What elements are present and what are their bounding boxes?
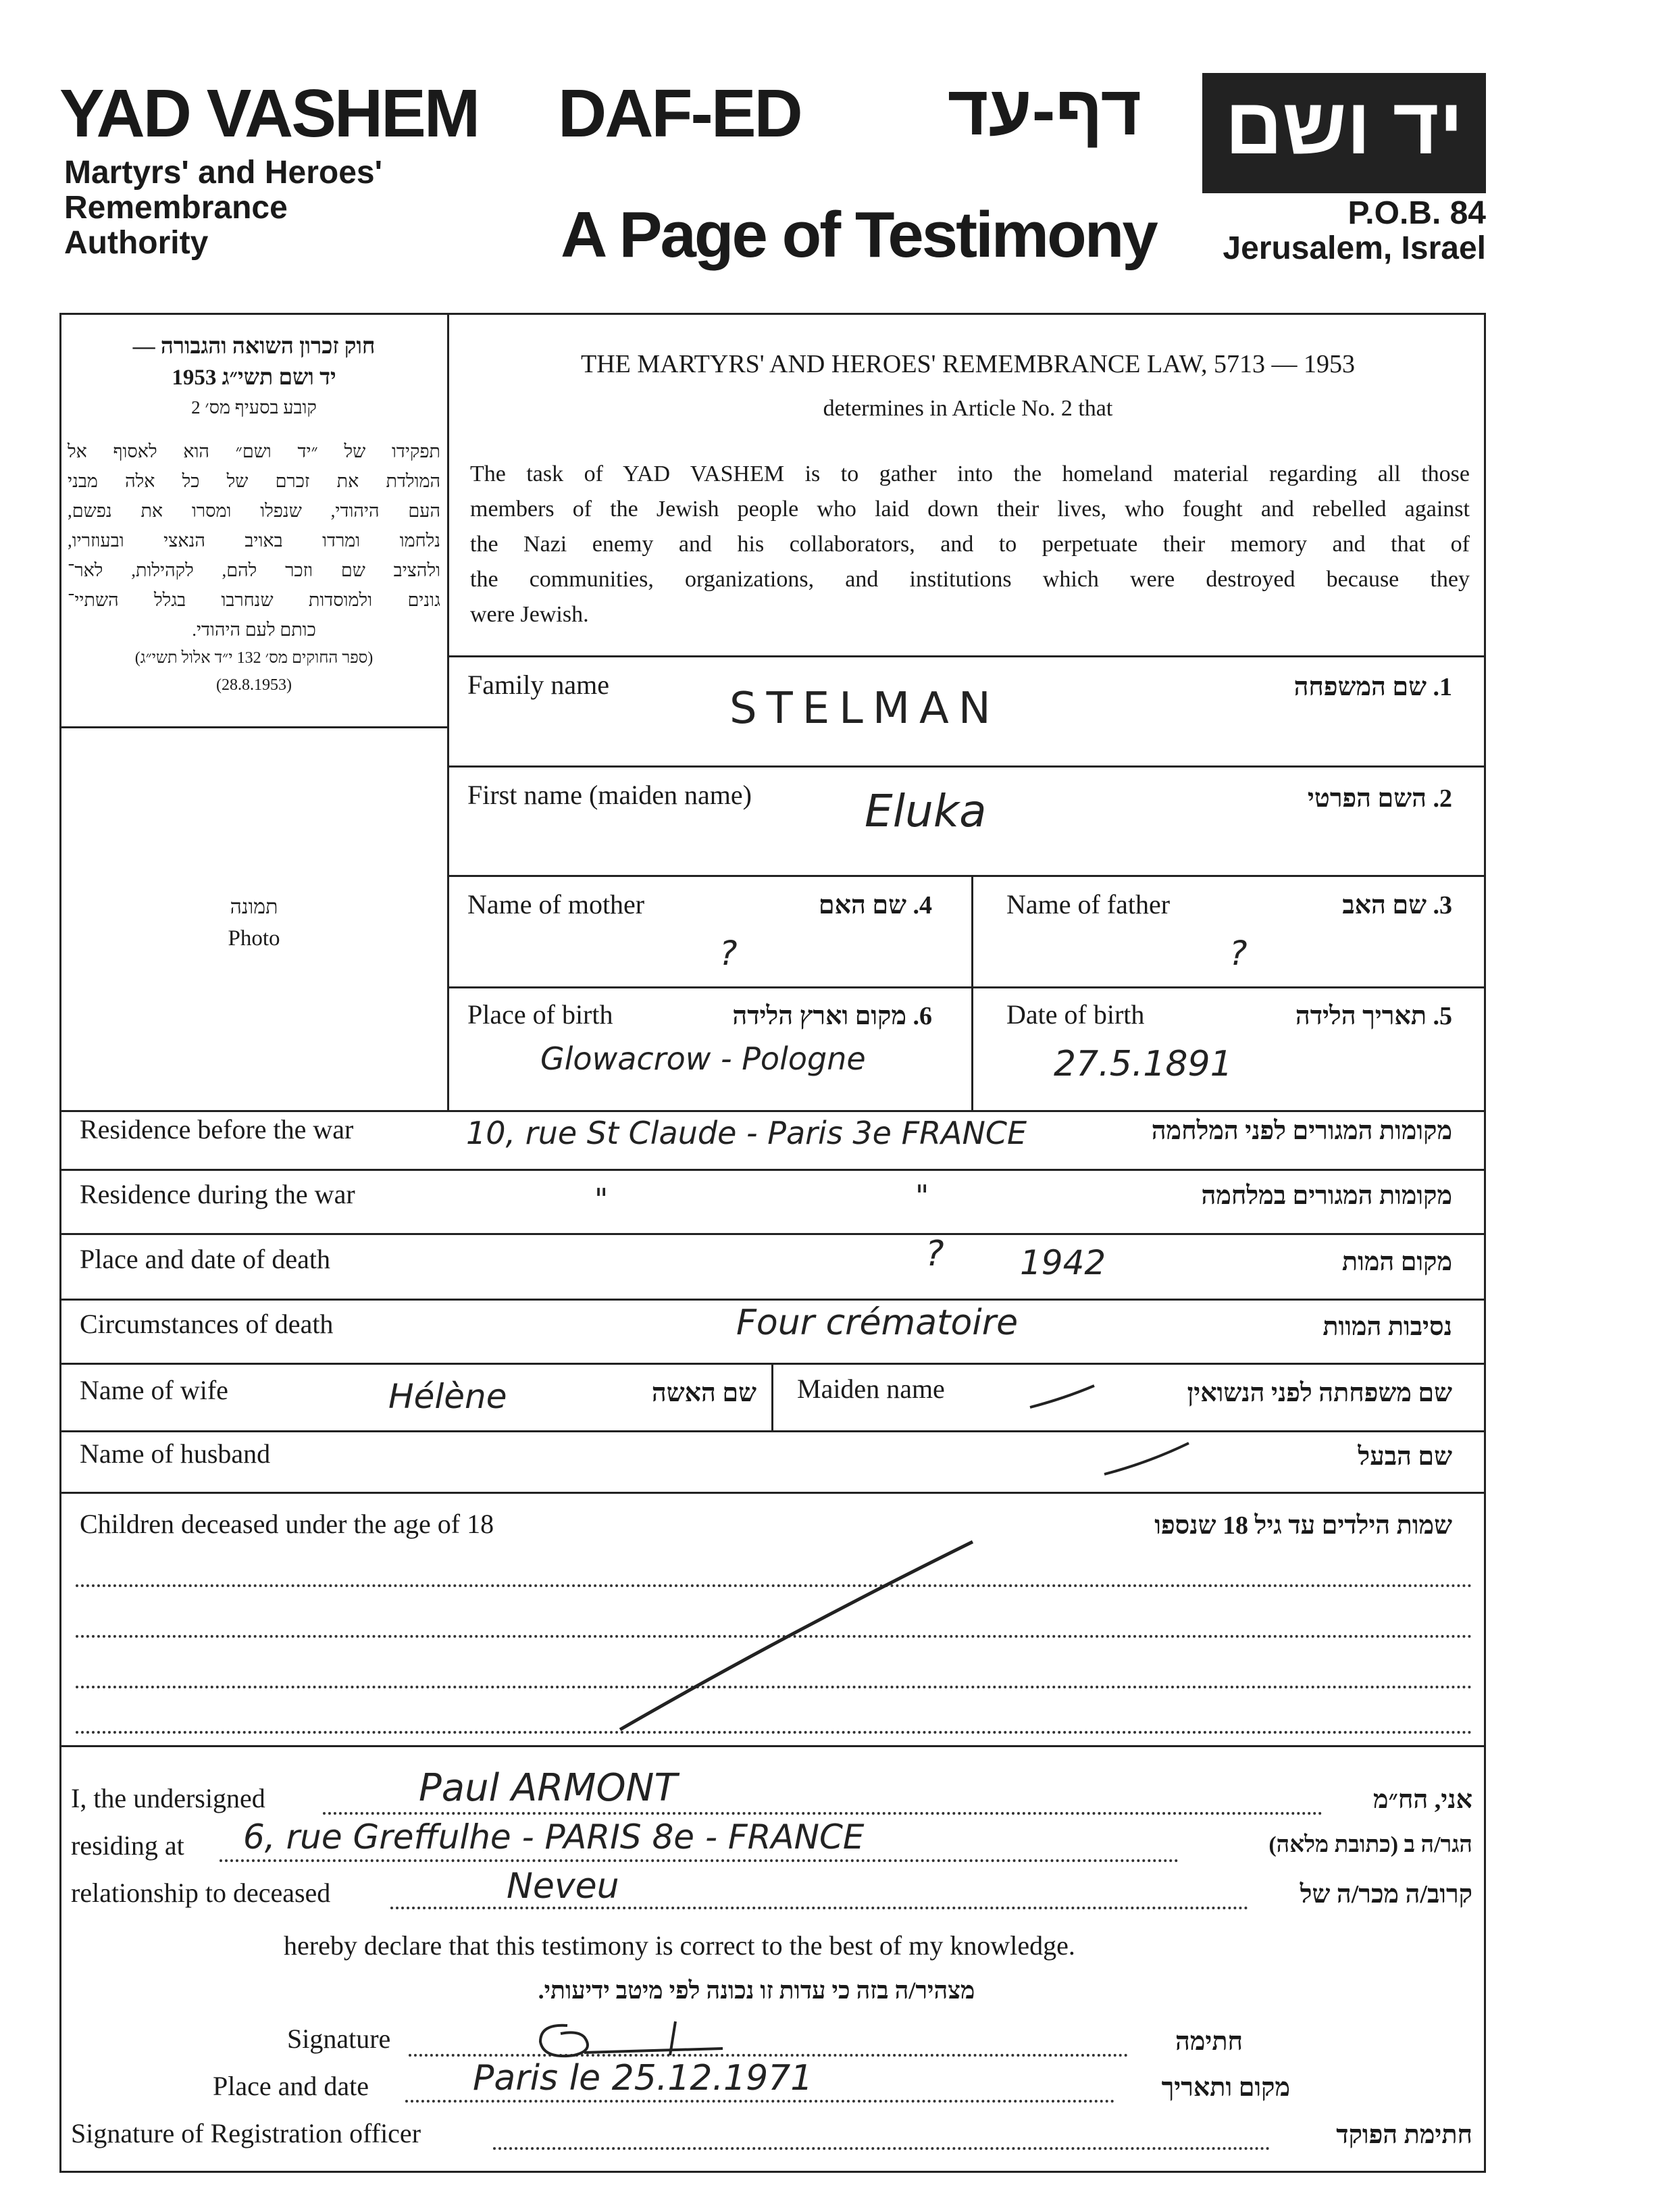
mother-label: Name of mother <box>467 889 645 920</box>
row-death-bottom <box>59 1299 1486 1301</box>
law-he-line3: קובע בסעיף מס׳ 2 <box>191 397 317 418</box>
title-he: דף-עד <box>947 72 1141 150</box>
frame-left <box>59 313 61 2173</box>
pob: P.O.B. 84 <box>1347 195 1486 231</box>
officer-label-he: חתימת הפוקד <box>1336 2121 1472 2149</box>
children-label: Children deceased under the age of 18 <box>80 1509 494 1539</box>
law-he-body1: תפקידו של ״יד ושם״ הוא לאסוף אל <box>68 441 440 461</box>
place-date-value[interactable]: Paris le 25.12.1971 <box>473 2058 813 2098</box>
husband-dash-mark <box>1101 1439 1196 1480</box>
officer-label: Signature of Registration officer <box>71 2118 421 2148</box>
law-he-line1: חוק זכרון השואה והגבורה — <box>132 334 376 359</box>
maiden-label-he: שם משפחתה לפני הנשואין <box>1187 1379 1452 1407</box>
first-name-label-he: 2. השם הפרטי <box>1307 784 1452 813</box>
circumstances-value[interactable]: Four crématoire <box>736 1303 1019 1343</box>
birth-date-label: Date of birth <box>1006 999 1145 1030</box>
row-parents-bottom <box>447 986 1486 988</box>
res-during-label: Residence during the war <box>80 1179 355 1209</box>
statement-he: מצהיר/ה בזה כי עדות זו נכונה לפי מיטב ידיעותי. <box>538 1977 975 2004</box>
wife-value[interactable]: Hélène <box>388 1377 507 1416</box>
mother-label-he: 4. שם האם <box>818 891 932 920</box>
family-name-label-he: 1. שם המשפחה <box>1293 673 1452 701</box>
res-during-value-1[interactable]: " <box>594 1182 609 1217</box>
city: Jerusalem, Israel <box>1223 230 1486 266</box>
org-subtitle-2: Remembrance <box>64 190 288 226</box>
row-wife-bottom <box>59 1430 1486 1432</box>
father-label: Name of father <box>1006 889 1171 920</box>
relation-label-he: קרוב/ה מכר/ה של <box>1300 1880 1472 1909</box>
row-birth-bottom <box>59 1110 1486 1112</box>
sidebar-divider <box>447 313 449 1110</box>
birth-place-value[interactable]: Glowacrow - Pologne <box>540 1040 866 1077</box>
law-en-line5: were Jewish. <box>470 602 589 627</box>
wife-label: Name of wife <box>80 1375 228 1405</box>
residing-value[interactable]: 6, rue Greffulhe - PARIS 8e - FRANCE <box>243 1817 865 1857</box>
husband-label: Name of husband <box>80 1438 271 1469</box>
circumstances-label-he: נסיבות המוות <box>1323 1313 1452 1341</box>
row-res-during-bottom <box>59 1233 1486 1235</box>
birth-place-label: Place of birth <box>467 999 613 1030</box>
maiden-label: Maiden name <box>797 1374 945 1404</box>
res-during-label-he: מקומות המגורים במלחמה <box>1201 1182 1452 1210</box>
children-strike-mark <box>608 1534 986 1736</box>
photo-label-en: Photo <box>228 926 280 951</box>
father-label-he: 3. שם האב <box>1342 891 1452 920</box>
father-value[interactable]: ? <box>1229 934 1248 973</box>
circumstances-label: Circumstances of death <box>80 1309 334 1339</box>
row-first-bottom <box>447 875 1486 877</box>
res-before-label-he: מקומות המגורים לפני המלחמה <box>1151 1117 1452 1145</box>
birth-date-value[interactable]: 27.5.1891 <box>1054 1044 1233 1084</box>
death-date-value[interactable]: 1942 <box>1020 1243 1106 1282</box>
law-en-line4: the communities, organizations, and institutions which were destroyed because they <box>470 567 1470 592</box>
birth-date-label-he: 5. תאריך הלידה <box>1295 1002 1452 1030</box>
law-he-body4: נלחמו ומרדו באויב הנאצי ובעוזריו, <box>68 530 440 551</box>
place-date-label-he: מקום ותאריך <box>1161 2073 1290 2102</box>
residing-label: residing at <box>71 1830 184 1861</box>
law-he-body2: המולדת את זכרם של כל אלה מבני <box>68 471 440 491</box>
law-en-title: THE MARTYRS' AND HEROES' REMEMBRANCE LAW, 5713 — 1953 <box>581 350 1355 378</box>
officer-line <box>493 2147 1270 2150</box>
row-res-before-bottom <box>59 1169 1486 1171</box>
law-he-ref: (ספר החוקים מס׳ 132 י״ד אלול תשי״ג) <box>134 649 374 667</box>
frame-bottom <box>59 2171 1486 2173</box>
statement-en: hereby declare that this testimony is correct to the best of my knowledge. <box>284 1930 1075 1961</box>
first-name-value[interactable]: Eluka <box>865 785 987 837</box>
frame-top <box>59 313 1486 315</box>
law-he-line2: יד ושם תשי״ג 1953 <box>172 366 336 390</box>
death-label: Place and date of death <box>80 1244 330 1274</box>
sidebar-law <box>68 331 440 699</box>
children-bottom <box>59 1745 1486 1747</box>
relation-line <box>390 1907 1248 1909</box>
maiden-dash-mark <box>1027 1382 1101 1415</box>
frame-right <box>1484 313 1486 2173</box>
photo-area <box>68 892 440 954</box>
undersigned-label-he: אני, הח״מ <box>1372 1786 1472 1814</box>
wife-label-he: שם האשה <box>651 1379 756 1407</box>
sidebar-law-bottom <box>59 726 449 728</box>
law-he-body6: גונים ולמוסדות שנחרבו בגלל השתיי־ <box>68 590 440 610</box>
relation-label: relationship to deceased <box>71 1878 331 1908</box>
place-date-label: Place and date <box>213 2071 369 2101</box>
family-name-value[interactable]: STELMAN <box>729 684 1000 734</box>
signature-label: Signature <box>287 2024 391 2054</box>
logo-box <box>1202 73 1486 193</box>
place-date-line <box>405 2100 1114 2103</box>
death-label-he: מקום המות <box>1341 1248 1452 1276</box>
mother-value[interactable]: ? <box>719 934 738 973</box>
law-he-body5: ולהציב שם וזכר להם, לקהילות, לאר־ <box>68 560 440 580</box>
page-title: A Page of Testimony <box>561 199 1156 271</box>
row-husband-bottom <box>59 1492 1486 1494</box>
row-family-bottom <box>447 765 1486 768</box>
husband-label-he: שם הבעל <box>1358 1442 1452 1471</box>
family-name-label: Family name <box>467 670 609 700</box>
law-en-line2: members of the Jewish people who laid down their lives, who fought and rebelled against <box>470 497 1470 522</box>
res-before-value[interactable]: 10, rue St Claude - Paris 3e FRANCE <box>466 1115 1027 1151</box>
org-subtitle-1: Martyrs' and Heroes' <box>64 155 382 191</box>
res-before-label: Residence before the war <box>80 1114 354 1145</box>
relation-value[interactable]: Neveu <box>507 1866 619 1907</box>
signature-line <box>409 2054 1128 2057</box>
first-name-label: First name (maiden name) <box>467 780 752 810</box>
law-he-body7: כותם לעם היהודי. <box>192 620 316 640</box>
law-he-body3: העם היהודי, שנפלו ומסרו את נפשם, <box>68 501 440 521</box>
org-name: YAD VASHEM <box>59 76 479 151</box>
law-en-line1: The task of YAD VASHEM is to gather into the homeland material regarding all those <box>470 461 1470 486</box>
residing-label-he: הגר/ה ב (כתובת מלאה) <box>1268 1832 1472 1857</box>
undersigned-value[interactable]: Paul ARMONT <box>419 1766 677 1810</box>
org-subtitle-3: Authority <box>64 225 209 261</box>
photo-label-he: תמונה <box>230 896 278 918</box>
death-place-value[interactable]: ? <box>925 1234 944 1274</box>
birth-place-label-he: 6. מקום וארץ הלידה <box>732 1002 932 1030</box>
law-en-line3: the Nazi enemy and his collaborators, and to perpetuate their memory and that of <box>470 532 1470 557</box>
logo-text: יד ושם <box>1225 82 1464 171</box>
law-box-bottom <box>447 655 1486 657</box>
children-label-he: שמות הילדים עד גיל 18 שנספו <box>1154 1511 1452 1540</box>
undersigned-label: I, the undersigned <box>71 1783 265 1813</box>
law-en-body <box>470 457 1470 632</box>
signature-label-he: חתימה <box>1175 2028 1243 2056</box>
wife-divider <box>771 1363 773 1430</box>
law-en-subtitle: determines in Article No. 2 that <box>823 396 1113 421</box>
undersigned-line <box>323 1812 1323 1815</box>
residing-line <box>220 1859 1179 1862</box>
parents-divider <box>971 875 973 1110</box>
title-en: DAF-ED <box>558 76 801 151</box>
law-he-date: (28.8.1953) <box>216 676 292 694</box>
res-during-value-2[interactable]: " <box>915 1179 929 1213</box>
